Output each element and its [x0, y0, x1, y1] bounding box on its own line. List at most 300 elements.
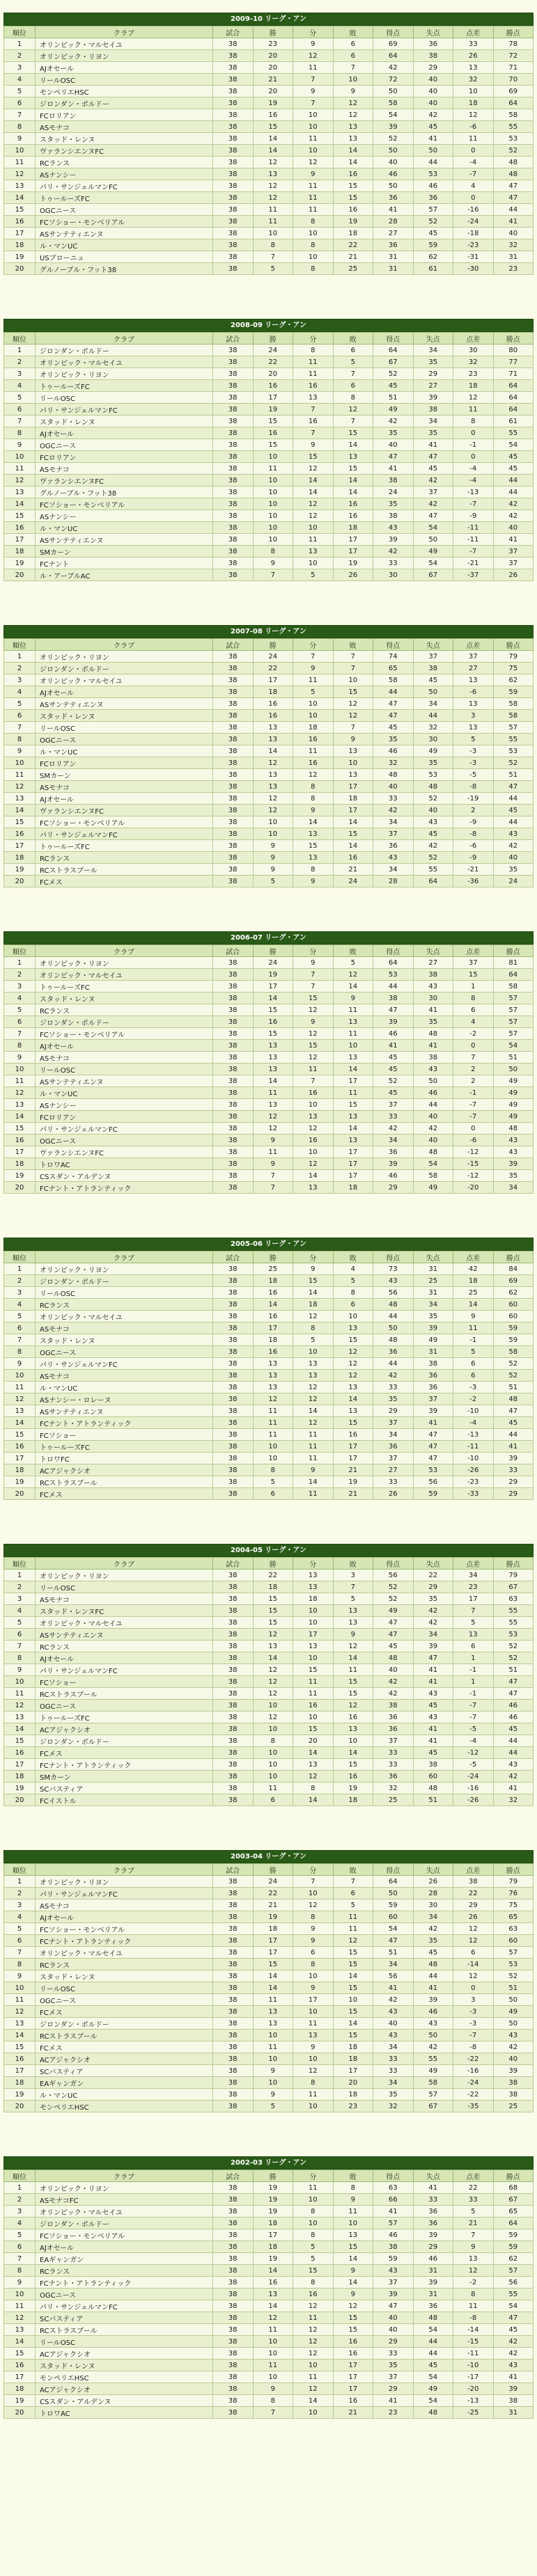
- rank-cell: 15: [4, 1123, 36, 1135]
- goals-for-cell: 34: [373, 864, 414, 876]
- club-cell[interactable]: トゥールーズFC: [36, 380, 213, 392]
- column-header: 得点: [373, 1251, 414, 1263]
- club-cell[interactable]: ジロンダン・ボルドー: [36, 97, 213, 109]
- goals-for-cell: 43: [373, 1275, 414, 1287]
- club-cell[interactable]: パリ・サンジェルマンFC: [36, 2300, 213, 2312]
- club-cell[interactable]: RCランス: [36, 1004, 213, 1016]
- played-cell: 38: [213, 2006, 254, 2018]
- club-cell[interactable]: FCメス: [36, 2041, 213, 2053]
- draws-cell: 10: [293, 2360, 334, 2371]
- club-cell[interactable]: SMカーン: [36, 769, 213, 781]
- club-cell[interactable]: ジロンダン・ボルドー: [36, 1275, 213, 1287]
- column-header: クラブ: [36, 639, 213, 651]
- club-cell[interactable]: トゥールーズFC: [36, 1441, 213, 1453]
- club-cell[interactable]: FCソショー・モンベリアル: [36, 1028, 213, 1040]
- club-cell[interactable]: オリンピック・リヨン: [36, 957, 213, 969]
- club-cell[interactable]: リールOSC: [36, 1287, 213, 1299]
- goals-for-cell: 52: [373, 133, 414, 145]
- draws-cell: 5: [293, 686, 334, 698]
- club-cell[interactable]: OGCニース: [36, 439, 213, 451]
- club-cell[interactable]: AJオセール: [36, 1040, 213, 1052]
- club-cell[interactable]: AJオセール: [36, 2241, 213, 2253]
- club-cell[interactable]: FCメス: [36, 1488, 213, 1500]
- rank-cell: 5: [4, 1004, 36, 1016]
- club-cell[interactable]: FCナント・アトランティック: [36, 1759, 213, 1771]
- points-cell: 41: [493, 534, 534, 546]
- club-cell[interactable]: スタッド・レンヌ: [36, 1334, 213, 1346]
- club-cell[interactable]: RCランス: [36, 1959, 213, 1970]
- played-cell: 38: [213, 816, 254, 828]
- draws-cell: 11: [293, 2312, 334, 2324]
- played-cell: 38: [213, 710, 254, 722]
- club-cell[interactable]: グルノーブル・フット38: [36, 263, 213, 275]
- table-row: [4, 1417, 534, 1429]
- goal-diff-cell: 13: [453, 1629, 494, 1641]
- rank-cell: 12: [4, 1393, 36, 1405]
- club-cell[interactable]: ASサンテティエンヌ: [36, 534, 213, 546]
- club-cell[interactable]: スタッド・レンヌ: [36, 133, 213, 145]
- rank-cell: 19: [4, 2089, 36, 2101]
- rank-cell: 4: [4, 74, 36, 86]
- goals-against-cell: 50: [413, 1075, 453, 1087]
- club-cell[interactable]: CSスダン・アルデンヌ: [36, 2395, 213, 2407]
- club-cell[interactable]: ASモナコ: [36, 1322, 213, 1334]
- club-cell[interactable]: RCストラスブール: [36, 2324, 213, 2336]
- club-cell[interactable]: AJオセール: [36, 793, 213, 805]
- club-cell[interactable]: オリンピック・マルセイユ: [36, 38, 213, 50]
- club-cell[interactable]: オリンピック・マルセイユ: [36, 674, 213, 686]
- club-cell[interactable]: リールOSC: [36, 722, 213, 734]
- club-cell[interactable]: リールOSC: [36, 1581, 213, 1593]
- club-cell[interactable]: トゥールーズFC: [36, 1712, 213, 1723]
- club-cell[interactable]: ASナンシー・ロレーヌ: [36, 1393, 213, 1405]
- club-cell[interactable]: FCナント・アトランティック: [36, 2277, 213, 2289]
- club-cell[interactable]: ASモナコ: [36, 1899, 213, 1911]
- club-cell[interactable]: トゥールーズFC: [36, 192, 213, 204]
- club-cell[interactable]: モンペリエHSC: [36, 86, 213, 97]
- club-cell[interactable]: OGCニース: [36, 1346, 213, 1358]
- goals-against-cell: 50: [413, 686, 453, 698]
- club-cell[interactable]: CSスダン・アルデンヌ: [36, 1170, 213, 1182]
- club-cell[interactable]: ル・マンUC: [36, 1087, 213, 1099]
- points-cell: 42: [493, 2348, 534, 2360]
- club-cell[interactable]: ASモナコ: [36, 121, 213, 133]
- club-cell[interactable]: OGCニース: [36, 1135, 213, 1146]
- club-cell[interactable]: FCロリアン: [36, 109, 213, 121]
- club-cell[interactable]: RCストラスブール: [36, 2030, 213, 2041]
- goal-diff-cell: -7: [453, 498, 494, 510]
- club-cell[interactable]: ヴァランシエンヌFC: [36, 475, 213, 487]
- draws-cell: 7: [293, 97, 334, 109]
- goal-diff-cell: -6: [453, 1135, 494, 1146]
- club-cell[interactable]: FCロリアン: [36, 1111, 213, 1123]
- losses-cell: 9: [333, 734, 373, 745]
- club-cell[interactable]: オリンピック・マルセイユ: [36, 1947, 213, 1959]
- rank-cell: 18: [4, 1158, 36, 1170]
- club-cell[interactable]: ジロンダン・ボルドー: [36, 663, 213, 674]
- club-cell[interactable]: ヴァランシエンヌFC: [36, 145, 213, 157]
- club-cell[interactable]: FCナント・アトランティック: [36, 1182, 213, 1194]
- played-cell: 38: [213, 2182, 254, 2194]
- club-cell[interactable]: オリンピック・リヨン: [36, 651, 213, 663]
- played-cell: 38: [213, 1370, 254, 1382]
- draws-cell: 9: [293, 86, 334, 97]
- club-cell[interactable]: FCナント: [36, 558, 213, 569]
- rank-cell: 14: [4, 1417, 36, 1429]
- losses-cell: 19: [333, 1783, 373, 1794]
- club-cell[interactable]: SCバスティア: [36, 1783, 213, 1794]
- club-cell[interactable]: オリンピック・リヨン: [36, 1263, 213, 1275]
- played-cell: 38: [213, 1135, 254, 1146]
- club-cell[interactable]: OGCニース: [36, 734, 213, 745]
- rank-cell: 11: [4, 157, 36, 168]
- club-cell[interactable]: AJオセール: [36, 1911, 213, 1923]
- losses-cell: 16: [333, 1771, 373, 1783]
- goals-against-cell: 47: [413, 1453, 453, 1464]
- club-cell[interactable]: ACアジャクシオ: [36, 2053, 213, 2065]
- club-cell[interactable]: AJオセール: [36, 62, 213, 74]
- club-cell[interactable]: スタッド・レンヌ: [36, 1970, 213, 1982]
- club-cell[interactable]: ASサンテティエンヌ: [36, 1075, 213, 1087]
- wins-cell: 14: [253, 1970, 293, 1982]
- goals-for-cell: 45: [373, 722, 414, 734]
- club-cell[interactable]: ASモナコ: [36, 1370, 213, 1382]
- club-cell[interactable]: トロワAC: [36, 1158, 213, 1170]
- club-cell[interactable]: オリンピック・マルセイユ: [36, 1311, 213, 1322]
- club-cell[interactable]: モンペリエHSC: [36, 2101, 213, 2112]
- club-cell[interactable]: FCソショー・モンベリアル: [36, 498, 213, 510]
- goal-diff-cell: 12: [453, 1923, 494, 1935]
- table-row: [4, 1040, 534, 1052]
- goal-diff-cell: 0: [453, 427, 494, 439]
- club-cell[interactable]: トロワAC: [36, 2407, 213, 2419]
- club-cell[interactable]: オリンピック・マルセイユ: [36, 1617, 213, 1629]
- rank-cell: 6: [4, 710, 36, 722]
- wins-cell: 15: [253, 1959, 293, 1970]
- draws-cell: 11: [293, 2089, 334, 2101]
- club-cell[interactable]: RCストラスブール: [36, 1476, 213, 1488]
- played-cell: 38: [213, 1040, 254, 1052]
- column-header: 敗: [333, 639, 373, 651]
- points-cell: 84: [493, 1263, 534, 1275]
- club-cell[interactable]: ASモナコ: [36, 781, 213, 793]
- goals-against-cell: 27: [413, 380, 453, 392]
- points-cell: 79: [493, 1570, 534, 1581]
- club-cell[interactable]: ASモナコ: [36, 1593, 213, 1605]
- club-cell[interactable]: EAギャンガン: [36, 2253, 213, 2265]
- club-cell[interactable]: ASモナコ: [36, 463, 213, 475]
- goals-against-cell: 35: [413, 427, 453, 439]
- goal-diff-cell: -18: [453, 228, 494, 239]
- club-cell[interactable]: スタッド・レンヌ: [36, 993, 213, 1004]
- table-row: [4, 2101, 534, 2112]
- table-row: [4, 1146, 534, 1158]
- table-row: [4, 852, 534, 864]
- club-cell[interactable]: ASサンテティエンヌ: [36, 1629, 213, 1641]
- club-cell[interactable]: ASナンシー: [36, 168, 213, 180]
- rank-cell: 7: [4, 1028, 36, 1040]
- club-cell[interactable]: RCストラスブール: [36, 864, 213, 876]
- points-cell: 58: [493, 981, 534, 993]
- club-cell[interactable]: SMカーン: [36, 1771, 213, 1783]
- club-cell[interactable]: ル・マンUC: [36, 239, 213, 251]
- goal-diff-cell: 2: [453, 1075, 494, 1087]
- club-cell[interactable]: トゥールーズFC: [36, 840, 213, 852]
- club-cell[interactable]: ASナンシー: [36, 1099, 213, 1111]
- club-cell[interactable]: ル・アーブルAC: [36, 569, 213, 581]
- played-cell: 38: [213, 1771, 254, 1783]
- goals-for-cell: 45: [373, 380, 414, 392]
- club-cell[interactable]: ASサンテティエンヌ: [36, 1405, 213, 1417]
- club-cell[interactable]: パリ・サンジェルマンFC: [36, 1123, 213, 1135]
- goals-for-cell: 60: [373, 1911, 414, 1923]
- draws-cell: 15: [293, 1040, 334, 1052]
- club-cell[interactable]: SCバスティア: [36, 2312, 213, 2324]
- club-cell[interactable]: スタッド・レンヌ: [36, 416, 213, 427]
- played-cell: 38: [213, 2360, 254, 2371]
- club-cell[interactable]: AJオセール: [36, 686, 213, 698]
- table-row: [4, 1629, 534, 1641]
- goal-diff-cell: 12: [453, 2265, 494, 2277]
- club-cell[interactable]: FCイストル: [36, 1794, 213, 1806]
- club-cell[interactable]: RCランス: [36, 157, 213, 168]
- club-cell[interactable]: スタッド・レンヌFC: [36, 1605, 213, 1617]
- club-cell[interactable]: ACアジャクシオ: [36, 2383, 213, 2395]
- club-cell[interactable]: パリ・サンジェルマンFC: [36, 404, 213, 416]
- club-cell[interactable]: オリンピック・マルセイユ: [36, 356, 213, 368]
- points-cell: 59: [493, 1334, 534, 1346]
- played-cell: 38: [213, 2218, 254, 2229]
- club-cell[interactable]: ヴァランシエンヌFC: [36, 805, 213, 816]
- goals-for-cell: 47: [373, 1617, 414, 1629]
- played-cell: 38: [213, 1947, 254, 1959]
- losses-cell: 7: [333, 416, 373, 427]
- losses-cell: 5: [333, 356, 373, 368]
- club-cell[interactable]: リールOSC: [36, 1064, 213, 1075]
- rank-cell: 5: [4, 2229, 36, 2241]
- table-row: [4, 864, 534, 876]
- rank-cell: 8: [4, 1040, 36, 1052]
- goals-for-cell: 48: [373, 1334, 414, 1346]
- club-cell[interactable]: FCメス: [36, 876, 213, 887]
- club-cell[interactable]: RCランス: [36, 1641, 213, 1652]
- club-cell[interactable]: FCメス: [36, 2006, 213, 2018]
- club-cell[interactable]: オリンピック・リヨン: [36, 50, 213, 62]
- wins-cell: 13: [253, 1641, 293, 1652]
- draws-cell: 12: [293, 1158, 334, 1170]
- losses-cell: 20: [333, 2077, 373, 2089]
- club-cell[interactable]: RCストラスブール: [36, 1688, 213, 1700]
- club-cell[interactable]: ASナンシー: [36, 510, 213, 522]
- column-header: 勝点: [493, 1251, 534, 1263]
- losses-cell: 13: [333, 745, 373, 757]
- club-cell[interactable]: パリ・サンジェルマンFC: [36, 1888, 213, 1899]
- club-cell[interactable]: ジロンダン・ボルドー: [36, 1016, 213, 1028]
- played-cell: 38: [213, 1676, 254, 1688]
- club-cell[interactable]: ASモナコFC: [36, 2194, 213, 2206]
- goals-against-cell: 34: [413, 345, 453, 356]
- wins-cell: 10: [253, 498, 293, 510]
- table-row: [4, 993, 534, 1004]
- wins-cell: 15: [253, 1028, 293, 1040]
- club-cell[interactable]: オリンピック・リヨン: [36, 2182, 213, 2194]
- club-cell[interactable]: スタッド・レンヌ: [36, 710, 213, 722]
- table-row: [4, 1700, 534, 1712]
- losses-cell: 19: [333, 216, 373, 228]
- goals-for-cell: 39: [373, 1158, 414, 1170]
- club-cell[interactable]: ジロンダン・ボルドー: [36, 1735, 213, 1747]
- club-cell[interactable]: ASサンテティエンヌ: [36, 228, 213, 239]
- club-cell[interactable]: リールOSC: [36, 2336, 213, 2348]
- club-cell[interactable]: オリンピック・リヨン: [36, 1876, 213, 1888]
- club-cell[interactable]: OGCニース: [36, 1994, 213, 2006]
- column-header: 得点: [373, 1558, 414, 1570]
- club-cell[interactable]: パリ・サンジェルマンFC: [36, 828, 213, 840]
- goals-for-cell: 35: [373, 498, 414, 510]
- club-cell[interactable]: FCナント・アトランティック: [36, 1417, 213, 1429]
- club-cell[interactable]: リールOSC: [36, 74, 213, 86]
- club-cell[interactable]: ジロンダン・ボルドー: [36, 345, 213, 356]
- column-header: 分: [293, 2170, 334, 2182]
- club-cell[interactable]: SCバスティア: [36, 2065, 213, 2077]
- club-cell[interactable]: OGCニース: [36, 1700, 213, 1712]
- wins-cell: 15: [253, 121, 293, 133]
- losses-cell: 7: [333, 651, 373, 663]
- club-cell[interactable]: AJオセール: [36, 427, 213, 439]
- club-cell[interactable]: オリンピック・リヨン: [36, 1570, 213, 1581]
- goal-diff-cell: -1: [453, 1087, 494, 1099]
- goals-for-cell: 43: [373, 852, 414, 864]
- goals-against-cell: 27: [413, 957, 453, 969]
- club-cell[interactable]: RCランス: [36, 852, 213, 864]
- wins-cell: 13: [253, 2289, 293, 2300]
- club-cell[interactable]: グルノーブル・フット38: [36, 487, 213, 498]
- club-cell[interactable]: ジロンダン・ボルドー: [36, 2018, 213, 2030]
- club-cell[interactable]: オリンピック・リヨン: [36, 368, 213, 380]
- club-cell[interactable]: FCソショー・モンベリアル: [36, 216, 213, 228]
- table-row: [4, 686, 534, 698]
- goal-diff-cell: -21: [453, 558, 494, 569]
- club-cell[interactable]: FCナント・アトランティック: [36, 1935, 213, 1947]
- club-cell[interactable]: FCソショー・モンベリアル: [36, 1923, 213, 1935]
- club-cell[interactable]: RCランス: [36, 1299, 213, 1311]
- club-cell[interactable]: ル・マンUC: [36, 745, 213, 757]
- rank-cell: 7: [4, 416, 36, 427]
- club-cell[interactable]: EAギャンガン: [36, 2077, 213, 2089]
- goals-for-cell: 56: [373, 1570, 414, 1581]
- played-cell: 38: [213, 2312, 254, 2324]
- club-cell[interactable]: パリ・サンジェルマンFC: [36, 180, 213, 192]
- club-cell[interactable]: FCロリアン: [36, 757, 213, 769]
- column-header: 分: [293, 1864, 334, 1876]
- draws-cell: 8: [293, 239, 334, 251]
- club-cell[interactable]: ACアジャクシオ: [36, 1464, 213, 1476]
- club-cell[interactable]: ジロンダン・ボルドー: [36, 2218, 213, 2229]
- club-cell[interactable]: ル・マンUC: [36, 2089, 213, 2101]
- points-cell: 43: [493, 1759, 534, 1771]
- club-cell[interactable]: AJオセール: [36, 1652, 213, 1664]
- played-cell: 38: [213, 239, 254, 251]
- club-cell[interactable]: ACアジャクシオ: [36, 1723, 213, 1735]
- club-cell[interactable]: RCランス: [36, 2265, 213, 2277]
- club-cell[interactable]: FCメス: [36, 1747, 213, 1759]
- club-cell[interactable]: パリ・サンジェルマンFC: [36, 1358, 213, 1370]
- club-cell[interactable]: FCソショー・モンベリアル: [36, 816, 213, 828]
- wins-cell: 21: [253, 74, 293, 86]
- wins-cell: 19: [253, 2206, 293, 2218]
- wins-cell: 8: [253, 546, 293, 558]
- goals-for-cell: 29: [373, 2336, 414, 2348]
- club-cell[interactable]: オリンピック・マルセイユ: [36, 969, 213, 981]
- club-cell[interactable]: OGCニース: [36, 2289, 213, 2300]
- losses-cell: 11: [333, 1923, 373, 1935]
- club-cell[interactable]: スタッド・レンヌ: [36, 2360, 213, 2371]
- club-cell[interactable]: オリンピック・マルセイユ: [36, 2206, 213, 2218]
- goal-diff-cell: 0: [453, 145, 494, 157]
- wins-cell: 13: [253, 722, 293, 734]
- losses-cell: 19: [333, 1476, 373, 1488]
- club-cell[interactable]: OGCニース: [36, 204, 213, 216]
- played-cell: 38: [213, 427, 254, 439]
- played-cell: 38: [213, 1899, 254, 1911]
- losses-cell: 6: [333, 345, 373, 356]
- club-cell[interactable]: FCロリアン: [36, 451, 213, 463]
- goals-against-cell: 43: [413, 2018, 453, 2030]
- club-cell[interactable]: パリ・サンジェルマンFC: [36, 1664, 213, 1676]
- standings-table: [3, 2156, 534, 2419]
- club-cell[interactable]: FCソショー: [36, 1429, 213, 1441]
- losses-cell: 16: [333, 204, 373, 216]
- club-cell[interactable]: FCソショー: [36, 1676, 213, 1688]
- goals-for-cell: 50: [373, 145, 414, 157]
- club-cell[interactable]: ACアジャクシオ: [36, 2348, 213, 2360]
- club-cell[interactable]: ル・マンUC: [36, 1382, 213, 1393]
- goals-against-cell: 38: [413, 1358, 453, 1370]
- goal-diff-cell: -16: [453, 204, 494, 216]
- club-cell[interactable]: リールOSC: [36, 392, 213, 404]
- club-cell[interactable]: モンペリエHSC: [36, 2371, 213, 2383]
- club-cell[interactable]: USブローニュ: [36, 251, 213, 263]
- club-cell[interactable]: リールOSC: [36, 1982, 213, 1994]
- club-cell[interactable]: ASサンテティエンヌ: [36, 698, 213, 710]
- goals-for-cell: 40: [373, 2018, 414, 2030]
- wins-cell: 24: [253, 651, 293, 663]
- points-cell: 77: [493, 356, 534, 368]
- goals-against-cell: 36: [413, 1370, 453, 1382]
- club-cell[interactable]: FCソショー・モンベリアル: [36, 2229, 213, 2241]
- club-cell[interactable]: ル・マンUC: [36, 522, 213, 534]
- points-cell: 52: [493, 1358, 534, 1370]
- goals-for-cell: 33: [373, 1759, 414, 1771]
- points-cell: 79: [493, 1876, 534, 1888]
- club-cell[interactable]: トゥールーズFC: [36, 981, 213, 993]
- draws-cell: 13: [293, 1570, 334, 1581]
- table-row: [4, 1135, 534, 1146]
- losses-cell: 8: [333, 2182, 373, 2194]
- wins-cell: 22: [253, 356, 293, 368]
- rank-cell: 6: [4, 97, 36, 109]
- wins-cell: 14: [253, 2300, 293, 2312]
- points-cell: 69: [493, 86, 534, 97]
- club-cell[interactable]: SMカーン: [36, 546, 213, 558]
- losses-cell: 13: [333, 1111, 373, 1123]
- played-cell: 38: [213, 828, 254, 840]
- club-cell[interactable]: ヴァランシエンヌFC: [36, 1146, 213, 1158]
- club-cell[interactable]: ASモナコ: [36, 1052, 213, 1064]
- wins-cell: 14: [253, 2265, 293, 2277]
- club-cell[interactable]: トロワFC: [36, 1453, 213, 1464]
- goal-diff-cell: 3: [453, 1994, 494, 2006]
